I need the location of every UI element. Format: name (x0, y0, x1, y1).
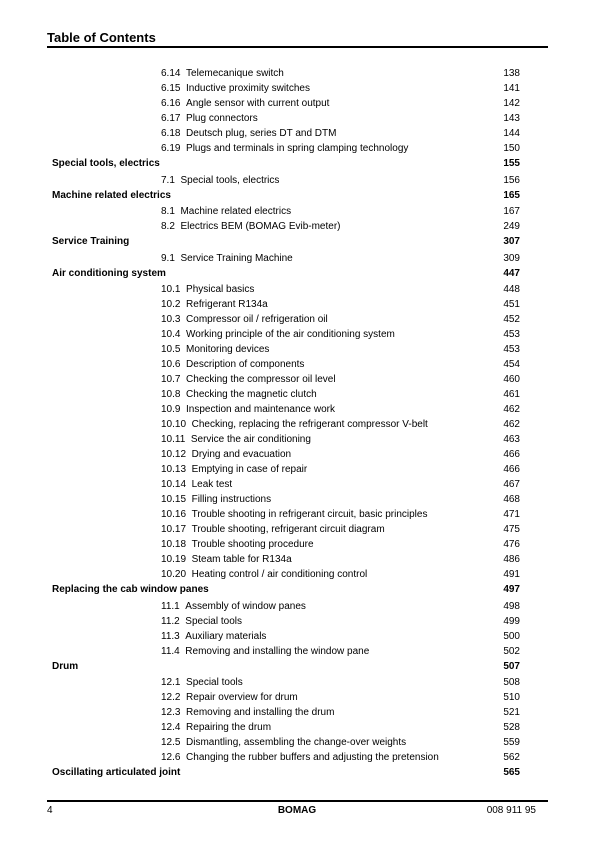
toc-entry-title: Dismantling, assembling the change-over weights (186, 737, 407, 748)
toc-entry-label (161, 297, 268, 312)
toc-section-row[interactable] (0, 219, 594, 234)
toc-entry-page: 499 (503, 615, 520, 627)
toc-entry-label (161, 342, 269, 357)
toc-entry-number: 12.5 (161, 737, 181, 748)
toc-entry-number: 10.9 (161, 404, 181, 415)
toc-entry-label (161, 567, 367, 582)
toc-entry-number: 10.1 (161, 284, 181, 295)
toc-entry-page: 476 (503, 539, 520, 550)
toc-entry-label (161, 522, 385, 537)
toc-entry-number: 10.11 (161, 434, 186, 445)
toc-entry-label (161, 537, 314, 552)
toc-entry-label (161, 720, 271, 735)
toc-chapter-row[interactable] (0, 765, 594, 782)
toc-entry-number: 11.1 (161, 600, 180, 612)
toc-entry-label (161, 462, 307, 477)
toc-entry-number: 6.14 (161, 68, 181, 79)
toc-section-row[interactable] (0, 675, 594, 690)
toc-entry-label (161, 282, 254, 297)
toc-section-row[interactable] (0, 629, 594, 644)
toc-entry-number: 10.14 (161, 479, 187, 490)
toc-entry-number: 10.8 (161, 389, 181, 400)
toc-section-row[interactable] (0, 81, 594, 96)
toc-entry-page: 491 (503, 569, 520, 580)
toc-chapter-row[interactable] (0, 234, 594, 251)
toc-entry-label (161, 614, 242, 629)
toc-entry-number: 6.16 (161, 98, 181, 109)
toc-entry-page: 448 (503, 284, 520, 295)
toc-section-row[interactable] (0, 327, 594, 342)
header-rule (47, 46, 548, 48)
toc-entry-label (161, 735, 406, 750)
toc-entry-title: Service Training (52, 236, 130, 247)
toc-entry-page: 462 (503, 419, 520, 430)
toc-entry-title: Replacing the cab window panes (52, 584, 209, 595)
toc-entry-page: 309 (503, 252, 520, 264)
toc-entry-page: 143 (503, 113, 520, 124)
toc-entry-label (52, 188, 171, 205)
toc-entry-page: 467 (503, 479, 520, 490)
footer-rule (47, 800, 548, 802)
toc-section-row[interactable] (0, 204, 594, 219)
toc-entry-title: Oscillating articulated joint (52, 767, 181, 778)
toc-entry-title: Repair overview for drum (186, 692, 298, 703)
toc-section-row[interactable] (0, 644, 594, 659)
toc-entry-page: 471 (503, 509, 520, 520)
toc-entry-title: Machine related electrics (180, 206, 292, 217)
toc-entry-page: 486 (503, 554, 520, 565)
toc-entry-number: 6.17 (161, 113, 181, 124)
toc-entry-number: 6.15 (161, 83, 181, 94)
toc-entry-title: Steam table for R134a (191, 554, 292, 565)
toc-entry-title: Emptying in case of repair (191, 464, 308, 475)
toc-entry-label (161, 629, 266, 644)
toc-entry-title: Monitoring devices (186, 344, 270, 355)
toc-section-row[interactable] (0, 111, 594, 126)
toc-entry-number: 11.2 (161, 615, 180, 627)
toc-entry-title: Telemecanique switch (186, 68, 284, 79)
toc-entry-page: 249 (503, 221, 520, 232)
toc-entry-label (161, 111, 258, 126)
toc-entry-number: 12.3 (161, 707, 181, 718)
toc-entry-number: 12.6 (161, 752, 181, 763)
toc-entry-number: 11.3 (161, 630, 180, 642)
toc-entry-title: Compressor oil / refrigeration oil (186, 314, 328, 325)
toc-entry-page: 452 (503, 314, 520, 325)
toc-entry-label (52, 582, 209, 599)
toc-entry-title: Inspection and maintenance work (186, 404, 336, 415)
toc-entry-number: 9.1 (161, 252, 175, 264)
toc-entry-label (161, 599, 306, 614)
toc-entry-page: 500 (503, 630, 520, 642)
toc-section-row[interactable] (0, 126, 594, 141)
toc-entry-number: 10.19 (161, 554, 187, 565)
toc-entry-number: 10.3 (161, 314, 181, 325)
toc-entry-page: 461 (503, 389, 520, 400)
toc-section-row[interactable] (0, 705, 594, 720)
toc-entry-title: Special tools, electrics (180, 174, 280, 186)
toc-section-row[interactable] (0, 173, 594, 188)
toc-entry-page: 150 (503, 143, 520, 154)
toc-entry-label (161, 387, 317, 402)
toc-entry-title: Repairing the drum (186, 722, 272, 733)
toc-entry-label (52, 156, 160, 173)
toc-entry-page: 521 (503, 707, 520, 718)
toc-entry-title: Description of components (186, 359, 305, 370)
toc-entry-label (161, 675, 243, 690)
toc-section-row[interactable] (0, 750, 594, 765)
toc-entry-title: Air conditioning system (52, 267, 166, 279)
toc-entry-page: 502 (503, 645, 520, 657)
toc-entry-label (161, 432, 311, 447)
toc-entry-page: 451 (503, 299, 520, 310)
toc-entry-number: 10.10 (161, 419, 187, 430)
toc-entry-label (161, 173, 279, 188)
toc-entry-number: 12.1 (161, 677, 181, 688)
toc-entry-page: 528 (503, 722, 520, 733)
toc-entry-title: Inductive proximity switches (186, 83, 310, 94)
toc-entry-title: Special tools (185, 615, 242, 627)
toc-chapter-row[interactable] (0, 582, 594, 599)
toc-entry-page: 463 (503, 434, 520, 445)
toc-entry-label (161, 126, 336, 141)
toc-entry-number: 10.7 (161, 374, 181, 385)
toc-chapter-row[interactable] (0, 659, 594, 676)
toc-entry-number: 7.1 (161, 174, 175, 186)
toc-entry-page: 141 (503, 83, 520, 94)
toc-entry-number: 10.13 (161, 464, 187, 475)
toc-entry-page: 510 (503, 692, 520, 703)
toc-entry-number: 10.2 (161, 299, 181, 310)
toc-entry-label (161, 219, 341, 234)
toc-entry-label (161, 644, 369, 659)
toc-entry-page: 138 (503, 68, 520, 79)
toc-entry-label (161, 96, 329, 111)
toc-section-row[interactable] (0, 462, 594, 477)
toc-section-row[interactable] (0, 447, 594, 462)
toc-entry-label (161, 447, 291, 462)
toc-entry-number: 10.12 (161, 449, 187, 460)
toc-entry-number: 10.4 (161, 329, 181, 340)
toc-entry-label (161, 552, 292, 567)
toc-entry-number: 10.17 (161, 524, 187, 535)
toc-section-row[interactable] (0, 567, 594, 582)
toc-entry-label (161, 750, 439, 765)
toc-entry-title: Trouble shooting, refrigerant circuit diagram (191, 524, 385, 535)
toc-entry-title: Plugs and terminals in spring clamping technology (186, 143, 409, 154)
toc-section-row[interactable] (0, 690, 594, 705)
toc-entry-page: 142 (503, 98, 520, 109)
toc-section-row[interactable] (0, 282, 594, 297)
toc-entry-page: 565 (503, 767, 520, 778)
toc-section-row[interactable] (0, 342, 594, 357)
toc-section-row[interactable] (0, 66, 594, 81)
page-title: Table of Contents (47, 30, 156, 45)
toc-section-row[interactable] (0, 537, 594, 552)
toc-section-row[interactable] (0, 297, 594, 312)
toc-entry-label (161, 492, 271, 507)
footer-doc-number: 008 911 95 (486, 805, 536, 816)
toc-entry-label (161, 141, 408, 156)
toc-section-row[interactable] (0, 387, 594, 402)
toc-section-row[interactable] (0, 372, 594, 387)
footer-page-number: 4 (47, 805, 53, 816)
toc-section-row[interactable] (0, 432, 594, 447)
toc-section-row[interactable] (0, 507, 594, 522)
toc-entry-title: Assembly of window panes (185, 600, 306, 612)
toc-entry-title: Changing the rubber buffers and adjusting the pretension (186, 752, 439, 763)
toc-entry-title: Removing and installing the window pane (185, 645, 370, 657)
toc-entry-title: Checking, replacing the refrigerant compressor V-belt (191, 419, 428, 430)
toc-entry-page: 468 (503, 494, 520, 505)
toc-entry-label (161, 417, 428, 432)
toc-entry-title: Physical basics (186, 284, 255, 295)
toc-entry-page: 466 (503, 464, 520, 475)
toc-section-row[interactable] (0, 417, 594, 432)
toc-entry-label (161, 477, 232, 492)
toc-entry-title: Drum (52, 660, 79, 672)
toc-entry-title: Electrics BEM (BOMAG Evib-meter) (180, 221, 341, 232)
toc-section-row[interactable] (0, 402, 594, 417)
toc-section-row[interactable] (0, 720, 594, 735)
toc-section-row[interactable] (0, 312, 594, 327)
toc-section-row[interactable] (0, 492, 594, 507)
toc-entry-number: 10.16 (161, 509, 187, 520)
toc-entry-number: 10.5 (161, 344, 181, 355)
toc-section-row[interactable] (0, 477, 594, 492)
toc-entry-page: 460 (503, 374, 520, 385)
toc-entry-number: 11.4 (161, 645, 180, 657)
toc-entry-page: 155 (503, 158, 520, 169)
toc-entry-page: 156 (503, 174, 520, 186)
toc-entry-number: 10.15 (161, 494, 187, 505)
toc-entry-title: Special tools (186, 677, 243, 688)
toc-section-row[interactable] (0, 735, 594, 750)
toc-entry-title: Refrigerant R134a (186, 299, 268, 310)
toc-entry-page: 559 (503, 737, 520, 748)
toc-entry-title: Checking the magnetic clutch (186, 389, 317, 400)
toc-entry-number: 8.2 (161, 221, 175, 232)
toc-entry-title: Angle sensor with current output (186, 98, 330, 109)
toc-entry-title: Plug connectors (186, 113, 258, 124)
toc-section-row[interactable] (0, 599, 594, 614)
toc-entry-label (161, 327, 395, 342)
toc-section-row[interactable] (0, 552, 594, 567)
table-of-contents (0, 66, 594, 782)
toc-entry-number: 10.6 (161, 359, 181, 370)
toc-entry-label (161, 690, 298, 705)
toc-entry-title: Removing and installing the drum (186, 707, 335, 718)
toc-section-row[interactable] (0, 614, 594, 629)
toc-entry-page: 165 (503, 189, 520, 201)
toc-entry-label (161, 372, 336, 387)
toc-chapter-row[interactable] (0, 188, 594, 205)
toc-entry-number: 12.4 (161, 722, 181, 733)
toc-entry-page: 307 (503, 236, 520, 247)
toc-entry-title: Auxiliary materials (185, 630, 267, 642)
toc-entry-title: Drying and evacuation (191, 449, 292, 460)
toc-entry-page: 498 (503, 600, 520, 612)
toc-entry-page: 167 (503, 206, 520, 217)
toc-section-row[interactable] (0, 357, 594, 372)
toc-section-row[interactable] (0, 141, 594, 156)
toc-entry-title: Trouble shooting procedure (191, 539, 314, 550)
toc-entry-label (161, 705, 334, 720)
toc-entry-label (161, 507, 427, 522)
toc-entry-page: 497 (503, 584, 520, 595)
toc-entry-title: Trouble shooting in refrigerant circuit, basic principles (191, 509, 428, 520)
toc-entry-label (52, 659, 78, 676)
toc-entry-page: 562 (503, 752, 520, 763)
toc-entry-number: 10.20 (161, 569, 187, 580)
toc-entry-title: Service Training Machine (180, 252, 293, 264)
toc-entry-page: 454 (503, 359, 520, 370)
toc-entry-page: 462 (503, 404, 520, 415)
toc-entry-label (161, 81, 310, 96)
toc-entry-page: 453 (503, 329, 520, 340)
toc-entry-number: 8.1 (161, 206, 175, 217)
toc-entry-label (161, 312, 328, 327)
toc-entry-number: 6.19 (161, 143, 181, 154)
toc-entry-number: 6.18 (161, 128, 181, 139)
toc-entry-number: 10.18 (161, 539, 187, 550)
toc-entry-label (161, 251, 293, 266)
toc-entry-title: Machine related electrics (52, 189, 171, 201)
toc-entry-label (161, 66, 284, 81)
toc-chapter-row[interactable] (0, 266, 594, 283)
toc-entry-page: 508 (503, 677, 520, 688)
toc-section-row[interactable] (0, 522, 594, 537)
toc-entry-page: 447 (503, 267, 520, 279)
toc-entry-title: Checking the compressor oil level (186, 374, 336, 385)
toc-entry-title: Working principle of the air conditioning system (186, 329, 395, 340)
toc-entry-title: Heating control / air conditioning control (191, 569, 368, 580)
footer-brand: BOMAG (277, 805, 317, 816)
toc-entry-page: 144 (503, 128, 520, 139)
toc-chapter-row[interactable] (0, 156, 594, 173)
toc-entry-page: 507 (503, 660, 520, 672)
toc-section-row[interactable] (0, 96, 594, 111)
toc-entry-label (161, 402, 335, 417)
toc-entry-label (52, 765, 180, 782)
toc-entry-page: 453 (503, 344, 520, 355)
toc-entry-label (161, 204, 291, 219)
toc-entry-label (52, 266, 166, 283)
toc-section-row[interactable] (0, 251, 594, 266)
toc-entry-page: 466 (503, 449, 520, 460)
toc-entry-title: Service the air conditioning (190, 434, 311, 445)
toc-entry-label (161, 357, 304, 372)
toc-entry-title: Filling instructions (191, 494, 272, 505)
toc-entry-title: Leak test (191, 479, 233, 490)
toc-entry-title: Special tools, electrics (52, 158, 160, 169)
toc-entry-title: Deutsch plug, series DT and DTM (186, 128, 337, 139)
toc-entry-label (52, 234, 129, 251)
toc-entry-number: 12.2 (161, 692, 181, 703)
toc-entry-page: 475 (503, 524, 520, 535)
